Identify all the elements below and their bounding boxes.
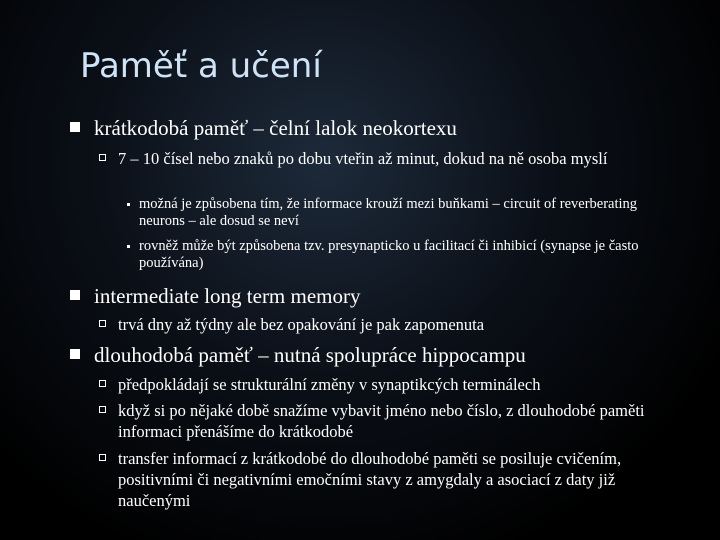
dot-bullet-icon xyxy=(127,245,130,248)
hollow-square-bullet-icon xyxy=(99,406,106,413)
hollow-square-bullet-icon xyxy=(99,320,106,327)
list-item-text: dlouhodobá paměť – nutná spolupráce hippocampu xyxy=(94,343,526,367)
square-bullet-icon xyxy=(70,349,80,359)
list-item-text: předpokládají se strukturální změny v synaptikcých terminálech xyxy=(118,375,541,394)
list-item xyxy=(118,314,658,335)
list-item-text: 7 – 10 čísel nebo znaků po dobu vteřin až minut, dokud na ně osoba myslí xyxy=(118,149,608,168)
slide-title: Paměť a učení xyxy=(80,46,322,86)
list-item-text: transfer informací z krátkodobé do dlouhodobé paměti se posiluje cvičením, positivními či negativními emočními stavy z amygdaly a asociací z daty již naučenými xyxy=(118,449,622,510)
list-item xyxy=(118,374,658,395)
list-item xyxy=(94,284,694,308)
list-item xyxy=(94,343,694,367)
list-item xyxy=(118,148,658,169)
hollow-square-bullet-icon xyxy=(99,380,106,387)
list-item-text: intermediate long term memory xyxy=(94,284,361,308)
list-item xyxy=(139,238,684,272)
hollow-square-bullet-icon xyxy=(99,154,106,161)
list-item xyxy=(118,400,658,442)
list-item-text: trvá dny až týdny ale bez opakování je pak zapomenuta xyxy=(118,315,485,334)
hollow-square-bullet-icon xyxy=(99,454,106,461)
list-item xyxy=(139,196,684,230)
list-item xyxy=(118,448,658,511)
list-item-text: krátkodobá paměť – čelní lalok neokortexu xyxy=(94,116,457,140)
list-item-text: možná je způsobena tím, že informace krouží mezi buňkami – circuit of reverberating neurons – ale dosud se neví xyxy=(139,196,638,229)
square-bullet-icon xyxy=(70,122,80,132)
list-item-text: když si po nějaké době snažíme vybavit jméno nebo číslo, z dlouhodobé paměti informaci přenášíme do krátkodobé xyxy=(118,401,645,441)
square-bullet-icon xyxy=(70,290,80,300)
list-item xyxy=(94,116,694,140)
list-item-text: rovněž může být způsobena tzv. presynapticko u facilitací či inhibicí (synapse je často používána) xyxy=(139,238,639,271)
dot-bullet-icon xyxy=(127,203,130,206)
